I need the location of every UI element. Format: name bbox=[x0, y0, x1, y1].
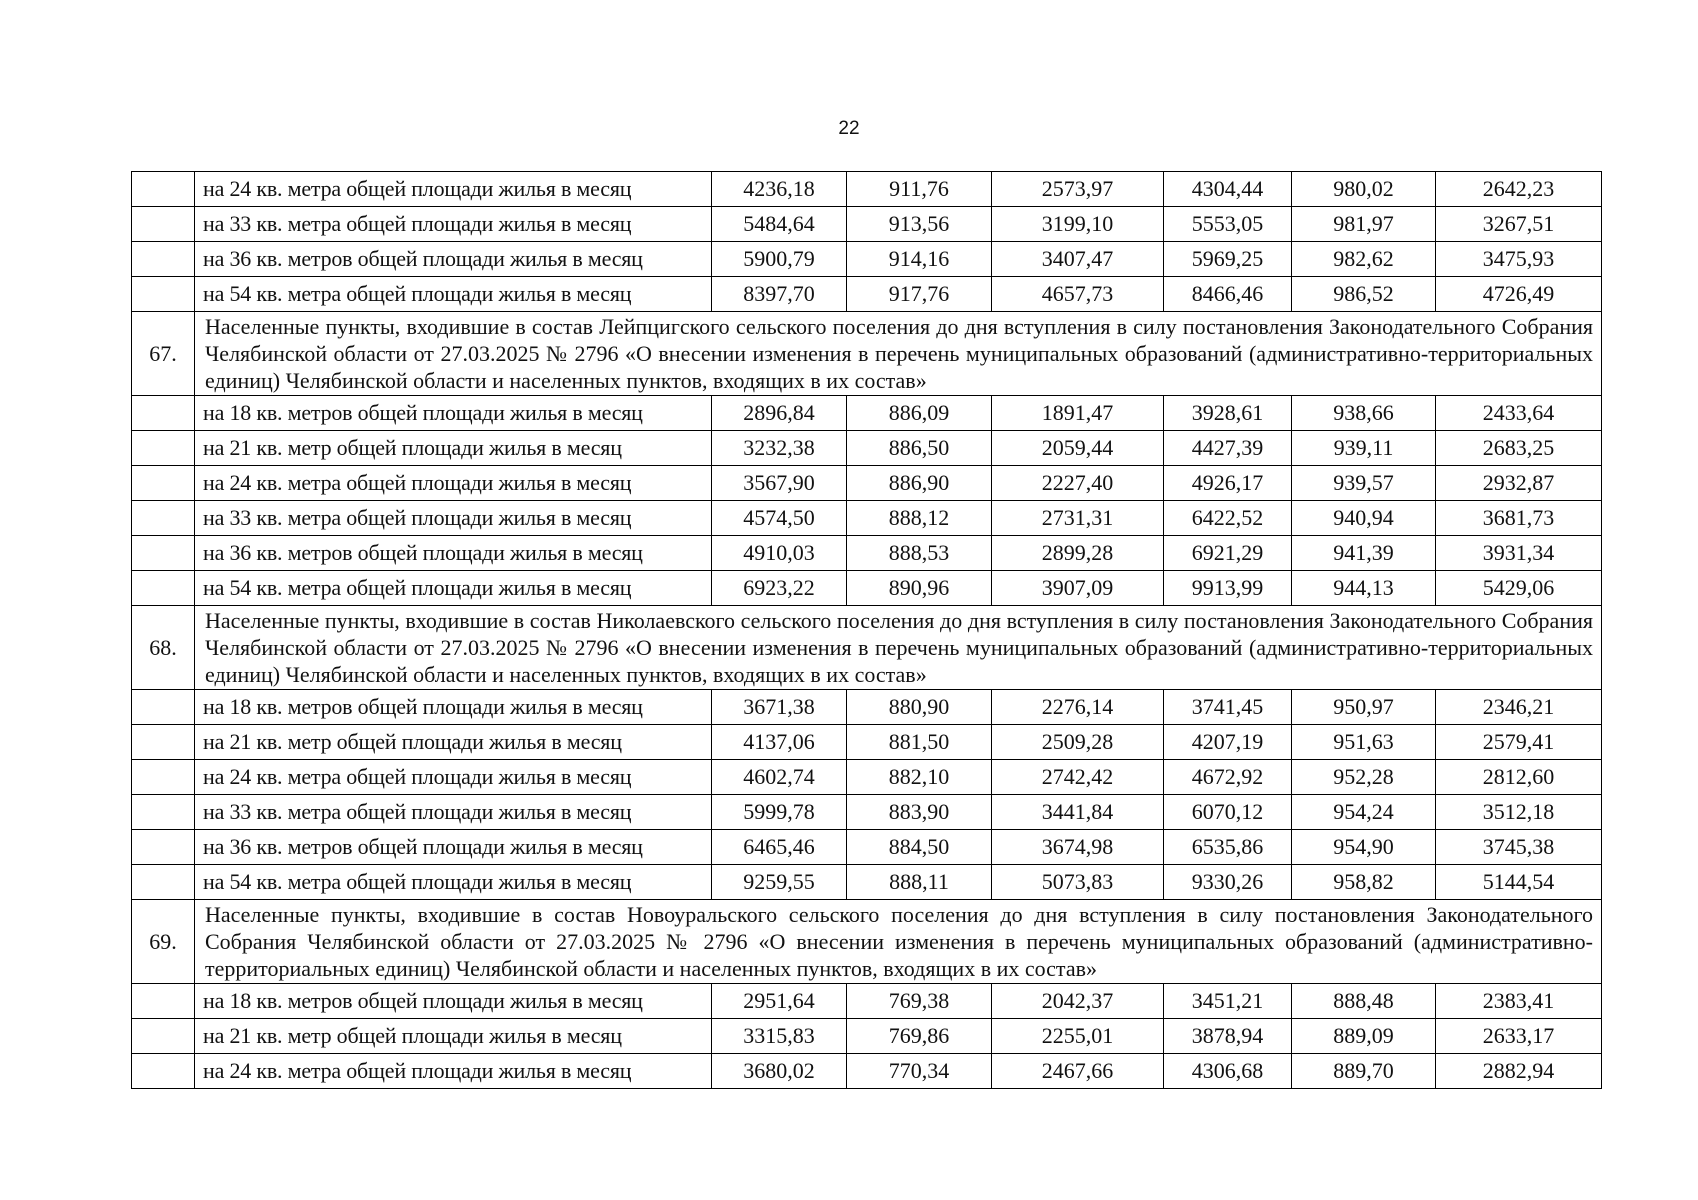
section-header-row bbox=[132, 606, 1602, 690]
row-label: на 24 кв. метра общей площади жилья в месяц bbox=[195, 172, 712, 207]
row-number-cell bbox=[132, 760, 195, 795]
row-number-cell bbox=[132, 242, 195, 277]
value-cell: 981,97 bbox=[1292, 207, 1436, 242]
value-cell: 3441,84 bbox=[992, 795, 1164, 830]
row-label: на 36 кв. метров общей площади жилья в месяц bbox=[195, 242, 712, 277]
value-cell: 6465,46 bbox=[712, 830, 847, 865]
row-label: на 36 кв. метров общей площади жилья в месяц bbox=[195, 536, 712, 571]
value-cell: 3741,45 bbox=[1164, 690, 1292, 725]
section-number: 68. bbox=[132, 606, 195, 690]
value-cell: 938,66 bbox=[1292, 396, 1436, 431]
value-cell: 958,82 bbox=[1292, 865, 1436, 900]
tariff-table bbox=[131, 171, 1602, 1089]
value-cell: 939,57 bbox=[1292, 466, 1436, 501]
table-row bbox=[132, 795, 1602, 830]
value-cell: 2812,60 bbox=[1436, 760, 1602, 795]
value-cell: 939,11 bbox=[1292, 431, 1436, 466]
value-cell: 4427,39 bbox=[1164, 431, 1292, 466]
value-cell: 2346,21 bbox=[1436, 690, 1602, 725]
value-cell: 6422,52 bbox=[1164, 501, 1292, 536]
value-cell: 2932,87 bbox=[1436, 466, 1602, 501]
table-row bbox=[132, 207, 1602, 242]
row-number-cell bbox=[132, 984, 195, 1019]
table-body bbox=[132, 172, 1602, 1089]
value-cell: 4207,19 bbox=[1164, 725, 1292, 760]
value-cell: 4236,18 bbox=[712, 172, 847, 207]
value-cell: 884,50 bbox=[847, 830, 992, 865]
value-cell: 2227,40 bbox=[992, 466, 1164, 501]
row-number-cell bbox=[132, 1054, 195, 1089]
value-cell: 888,11 bbox=[847, 865, 992, 900]
row-label: на 18 кв. метров общей площади жилья в месяц bbox=[195, 396, 712, 431]
table-row bbox=[132, 830, 1602, 865]
row-number-cell bbox=[132, 571, 195, 606]
row-number-cell bbox=[132, 277, 195, 312]
value-cell: 888,12 bbox=[847, 501, 992, 536]
value-cell: 2573,97 bbox=[992, 172, 1164, 207]
value-cell: 4726,49 bbox=[1436, 277, 1602, 312]
table-row bbox=[132, 1054, 1602, 1089]
value-cell: 8397,70 bbox=[712, 277, 847, 312]
value-cell: 2059,44 bbox=[992, 431, 1164, 466]
value-cell: 5969,25 bbox=[1164, 242, 1292, 277]
row-label: на 24 кв. метра общей площади жилья в месяц bbox=[195, 466, 712, 501]
value-cell: 3315,83 bbox=[712, 1019, 847, 1054]
row-number-cell bbox=[132, 725, 195, 760]
value-cell: 6921,29 bbox=[1164, 536, 1292, 571]
value-cell: 886,50 bbox=[847, 431, 992, 466]
value-cell: 2467,66 bbox=[992, 1054, 1164, 1089]
value-cell: 982,62 bbox=[1292, 242, 1436, 277]
value-cell: 881,50 bbox=[847, 725, 992, 760]
table-row bbox=[132, 501, 1602, 536]
row-label: на 21 кв. метр общей площади жилья в месяц bbox=[195, 1019, 712, 1054]
table-row bbox=[132, 396, 1602, 431]
row-number-cell bbox=[132, 536, 195, 571]
value-cell: 2896,84 bbox=[712, 396, 847, 431]
value-cell: 941,39 bbox=[1292, 536, 1436, 571]
section-number: 69. bbox=[132, 900, 195, 984]
value-cell: 6923,22 bbox=[712, 571, 847, 606]
row-number-cell bbox=[132, 207, 195, 242]
value-cell: 951,63 bbox=[1292, 725, 1436, 760]
row-number-cell bbox=[132, 795, 195, 830]
value-cell: 886,09 bbox=[847, 396, 992, 431]
value-cell: 880,90 bbox=[847, 690, 992, 725]
row-number-cell bbox=[132, 172, 195, 207]
value-cell: 2882,94 bbox=[1436, 1054, 1602, 1089]
row-label: на 18 кв. метров общей площади жилья в месяц bbox=[195, 984, 712, 1019]
value-cell: 5999,78 bbox=[712, 795, 847, 830]
table-row bbox=[132, 984, 1602, 1019]
value-cell: 954,90 bbox=[1292, 830, 1436, 865]
value-cell: 980,02 bbox=[1292, 172, 1436, 207]
value-cell: 9330,26 bbox=[1164, 865, 1292, 900]
value-cell: 4672,92 bbox=[1164, 760, 1292, 795]
table-row bbox=[132, 725, 1602, 760]
value-cell: 4657,73 bbox=[992, 277, 1164, 312]
value-cell: 950,97 bbox=[1292, 690, 1436, 725]
page-number: 22 bbox=[838, 118, 860, 139]
value-cell: 3407,47 bbox=[992, 242, 1164, 277]
value-cell: 2433,64 bbox=[1436, 396, 1602, 431]
value-cell: 5429,06 bbox=[1436, 571, 1602, 606]
row-number-cell bbox=[132, 396, 195, 431]
row-label: на 33 кв. метра общей площади жилья в месяц bbox=[195, 795, 712, 830]
value-cell: 8466,46 bbox=[1164, 277, 1292, 312]
value-cell: 4137,06 bbox=[712, 725, 847, 760]
value-cell: 5484,64 bbox=[712, 207, 847, 242]
value-cell: 914,16 bbox=[847, 242, 992, 277]
value-cell: 954,24 bbox=[1292, 795, 1436, 830]
value-cell: 911,76 bbox=[847, 172, 992, 207]
value-cell: 4304,44 bbox=[1164, 172, 1292, 207]
value-cell: 1891,47 bbox=[992, 396, 1164, 431]
value-cell: 2951,64 bbox=[712, 984, 847, 1019]
row-label: на 33 кв. метра общей площади жилья в месяц bbox=[195, 501, 712, 536]
value-cell: 3512,18 bbox=[1436, 795, 1602, 830]
value-cell: 2731,31 bbox=[992, 501, 1164, 536]
table-row bbox=[132, 277, 1602, 312]
value-cell: 3931,34 bbox=[1436, 536, 1602, 571]
value-cell: 2579,41 bbox=[1436, 725, 1602, 760]
row-label: на 21 кв. метр общей площади жилья в месяц bbox=[195, 725, 712, 760]
row-label: на 54 кв. метра общей площади жилья в месяц bbox=[195, 571, 712, 606]
value-cell: 4910,03 bbox=[712, 536, 847, 571]
row-label: на 21 кв. метр общей площади жилья в месяц bbox=[195, 431, 712, 466]
value-cell: 6535,86 bbox=[1164, 830, 1292, 865]
value-cell: 3267,51 bbox=[1436, 207, 1602, 242]
value-cell: 2683,25 bbox=[1436, 431, 1602, 466]
value-cell: 2899,28 bbox=[992, 536, 1164, 571]
value-cell: 952,28 bbox=[1292, 760, 1436, 795]
value-cell: 4602,74 bbox=[712, 760, 847, 795]
value-cell: 888,48 bbox=[1292, 984, 1436, 1019]
value-cell: 883,90 bbox=[847, 795, 992, 830]
row-label: на 36 кв. метров общей площади жилья в месяц bbox=[195, 830, 712, 865]
value-cell: 4306,68 bbox=[1164, 1054, 1292, 1089]
value-cell: 3199,10 bbox=[992, 207, 1164, 242]
value-cell: 5144,54 bbox=[1436, 865, 1602, 900]
row-label: на 33 кв. метра общей площади жилья в месяц bbox=[195, 207, 712, 242]
value-cell: 3680,02 bbox=[712, 1054, 847, 1089]
row-label: на 24 кв. метра общей площади жилья в месяц bbox=[195, 1054, 712, 1089]
table-row bbox=[132, 536, 1602, 571]
value-cell: 940,94 bbox=[1292, 501, 1436, 536]
value-cell: 9913,99 bbox=[1164, 571, 1292, 606]
value-cell: 769,38 bbox=[847, 984, 992, 1019]
value-cell: 888,53 bbox=[847, 536, 992, 571]
value-cell: 3681,73 bbox=[1436, 501, 1602, 536]
section-number: 67. bbox=[132, 312, 195, 396]
table-row bbox=[132, 760, 1602, 795]
section-header-row bbox=[132, 900, 1602, 984]
value-cell: 770,34 bbox=[847, 1054, 992, 1089]
value-cell: 3451,21 bbox=[1164, 984, 1292, 1019]
table-row bbox=[132, 690, 1602, 725]
value-cell: 3232,38 bbox=[712, 431, 847, 466]
value-cell: 3671,38 bbox=[712, 690, 847, 725]
table-row bbox=[132, 865, 1602, 900]
row-label: на 24 кв. метра общей площади жилья в месяц bbox=[195, 760, 712, 795]
value-cell: 5900,79 bbox=[712, 242, 847, 277]
value-cell: 889,70 bbox=[1292, 1054, 1436, 1089]
value-cell: 3907,09 bbox=[992, 571, 1164, 606]
value-cell: 3567,90 bbox=[712, 466, 847, 501]
section-title: Населенные пункты, входившие в состав Новоуральского сельского поселения до дня вступления в силу постановления Законодательного Собрания Челябинской области от 27.03.2025 № 2796 «О внесении изменения в перечень муниципальных образований (административно-территориальных единиц) Челябинской области и населенных пунктов, входящих в их состав» bbox=[195, 900, 1602, 984]
section-title: Населенные пункты, входившие в состав Лейпцигского сельского поселения до дня вступления в силу постановления Законодательного Собрания Челябинской области от 27.03.2025 № 2796 «О внесении изменения в перечень муниципальных образований (административно-территориальных единиц) Челябинской области и населенных пунктов, входящих в их состав» bbox=[195, 312, 1602, 396]
value-cell: 5553,05 bbox=[1164, 207, 1292, 242]
value-cell: 2633,17 bbox=[1436, 1019, 1602, 1054]
value-cell: 882,10 bbox=[847, 760, 992, 795]
value-cell: 886,90 bbox=[847, 466, 992, 501]
value-cell: 769,86 bbox=[847, 1019, 992, 1054]
value-cell: 3878,94 bbox=[1164, 1019, 1292, 1054]
table-row bbox=[132, 172, 1602, 207]
value-cell: 3745,38 bbox=[1436, 830, 1602, 865]
value-cell: 3928,61 bbox=[1164, 396, 1292, 431]
value-cell: 2509,28 bbox=[992, 725, 1164, 760]
value-cell: 2042,37 bbox=[992, 984, 1164, 1019]
row-number-cell bbox=[132, 865, 195, 900]
row-number-cell bbox=[132, 830, 195, 865]
table-row bbox=[132, 242, 1602, 277]
value-cell: 890,96 bbox=[847, 571, 992, 606]
value-cell: 913,56 bbox=[847, 207, 992, 242]
value-cell: 9259,55 bbox=[712, 865, 847, 900]
table-row bbox=[132, 431, 1602, 466]
table-row bbox=[132, 571, 1602, 606]
row-number-cell bbox=[132, 501, 195, 536]
row-number-cell bbox=[132, 1019, 195, 1054]
row-label: на 54 кв. метра общей площади жилья в месяц bbox=[195, 277, 712, 312]
table-row bbox=[132, 466, 1602, 501]
value-cell: 2255,01 bbox=[992, 1019, 1164, 1054]
value-cell: 5073,83 bbox=[992, 865, 1164, 900]
row-number-cell bbox=[132, 431, 195, 466]
value-cell: 4926,17 bbox=[1164, 466, 1292, 501]
value-cell: 2383,41 bbox=[1436, 984, 1602, 1019]
value-cell: 917,76 bbox=[847, 277, 992, 312]
row-label: на 18 кв. метров общей площади жилья в месяц bbox=[195, 690, 712, 725]
value-cell: 889,09 bbox=[1292, 1019, 1436, 1054]
value-cell: 944,13 bbox=[1292, 571, 1436, 606]
value-cell: 986,52 bbox=[1292, 277, 1436, 312]
value-cell: 6070,12 bbox=[1164, 795, 1292, 830]
value-cell: 2642,23 bbox=[1436, 172, 1602, 207]
row-number-cell bbox=[132, 690, 195, 725]
value-cell: 2742,42 bbox=[992, 760, 1164, 795]
value-cell: 2276,14 bbox=[992, 690, 1164, 725]
section-header-row bbox=[132, 312, 1602, 396]
table-row bbox=[132, 1019, 1602, 1054]
value-cell: 3475,93 bbox=[1436, 242, 1602, 277]
section-title: Населенные пункты, входившие в состав Николаевского сельского поселения до дня вступления в силу постановления Законодательного Собрания Челябинской области от 27.03.2025 № 2796 «О внесении изменения в перечень муниципальных образований (административно-территориальных единиц) Челябинской области и населенных пунктов, входящих в их состав» bbox=[195, 606, 1602, 690]
row-label: на 54 кв. метра общей площади жилья в месяц bbox=[195, 865, 712, 900]
row-number-cell bbox=[132, 466, 195, 501]
value-cell: 4574,50 bbox=[712, 501, 847, 536]
value-cell: 3674,98 bbox=[992, 830, 1164, 865]
